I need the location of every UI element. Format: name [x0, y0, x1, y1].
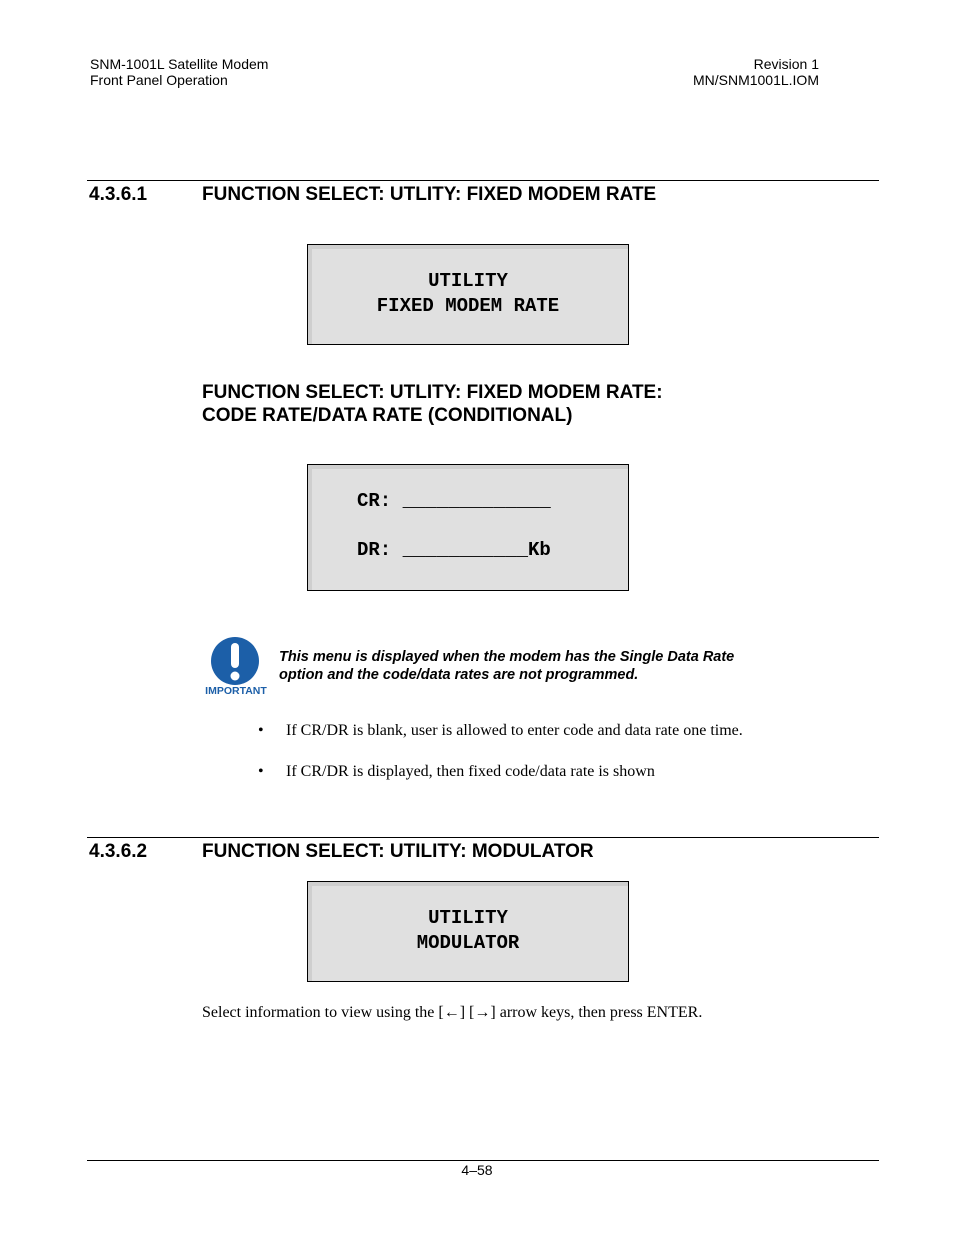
- section-number: 4.3.6.1: [89, 184, 148, 205]
- note-line-1: This menu is displayed when the modem has the Single Data Rate: [279, 649, 735, 665]
- list-item-text: If CR/DR is blank, user is allowed to enter code and data rate one time.: [286, 722, 743, 739]
- instruction-text: Select information to view using the [←] [→] arrow keys, then press ENTER.: [202, 1004, 703, 1021]
- note-line-2: option and the code/data rates are not programmed.: [279, 667, 639, 683]
- list-item: [258, 722, 743, 740]
- lcd-line-1: UTILITY: [428, 907, 508, 929]
- lcd-panel-fixed-modem-rate: [307, 244, 629, 345]
- bullet-icon: •: [258, 722, 264, 739]
- subsection-title-line-1: FUNCTION SELECT: UTLITY: FIXED MODEM RATE:: [202, 382, 663, 403]
- section-title: FUNCTION SELECT: UTLITY: FIXED MODEM RATE: [202, 184, 657, 205]
- doc-number: MN/SNM1001L.IOM: [692, 72, 819, 88]
- lcd-line-cr: CR: _____________: [357, 490, 551, 512]
- doc-title: SNM-1001L Satellite Modem: [90, 56, 269, 72]
- lcd-line-1: UTILITY: [428, 270, 508, 292]
- chapter-title: Front Panel Operation: [90, 72, 228, 88]
- list-item-text: If CR/DR is displayed, then fixed code/data rate is shown: [286, 763, 655, 780]
- section-number: 4.3.6.2: [89, 841, 148, 862]
- lcd-panel-code-data-rate: [307, 464, 629, 591]
- important-label: IMPORTANT: [205, 685, 267, 697]
- bullet-icon: •: [258, 763, 264, 780]
- revision: Revision 1: [753, 56, 819, 72]
- important-badge: [204, 636, 270, 698]
- header-left: [90, 56, 268, 88]
- subsection-heading: [202, 381, 663, 427]
- section-divider: [87, 180, 879, 181]
- header-right: [693, 56, 819, 88]
- section-heading-4361: [89, 184, 656, 206]
- subsection-title-line-2: CODE RATE/DATA RATE (CONDITIONAL): [202, 405, 573, 426]
- important-note: [279, 648, 799, 684]
- lcd-line-2: FIXED MODEM RATE: [376, 295, 560, 317]
- lcd-line-2: MODULATOR: [416, 932, 520, 954]
- exclamation-icon: [204, 636, 270, 698]
- page-number: 4–58: [461, 1162, 493, 1178]
- section-title: FUNCTION SELECT: UTILITY: MODULATOR: [202, 841, 594, 862]
- lcd-line-dr: DR: ___________Kb: [357, 539, 551, 561]
- lcd-panel-modulator: [307, 881, 629, 982]
- list-item: [258, 763, 655, 781]
- footer-divider: [87, 1160, 879, 1161]
- section-heading-4362: [89, 841, 594, 863]
- section-divider: [87, 837, 879, 838]
